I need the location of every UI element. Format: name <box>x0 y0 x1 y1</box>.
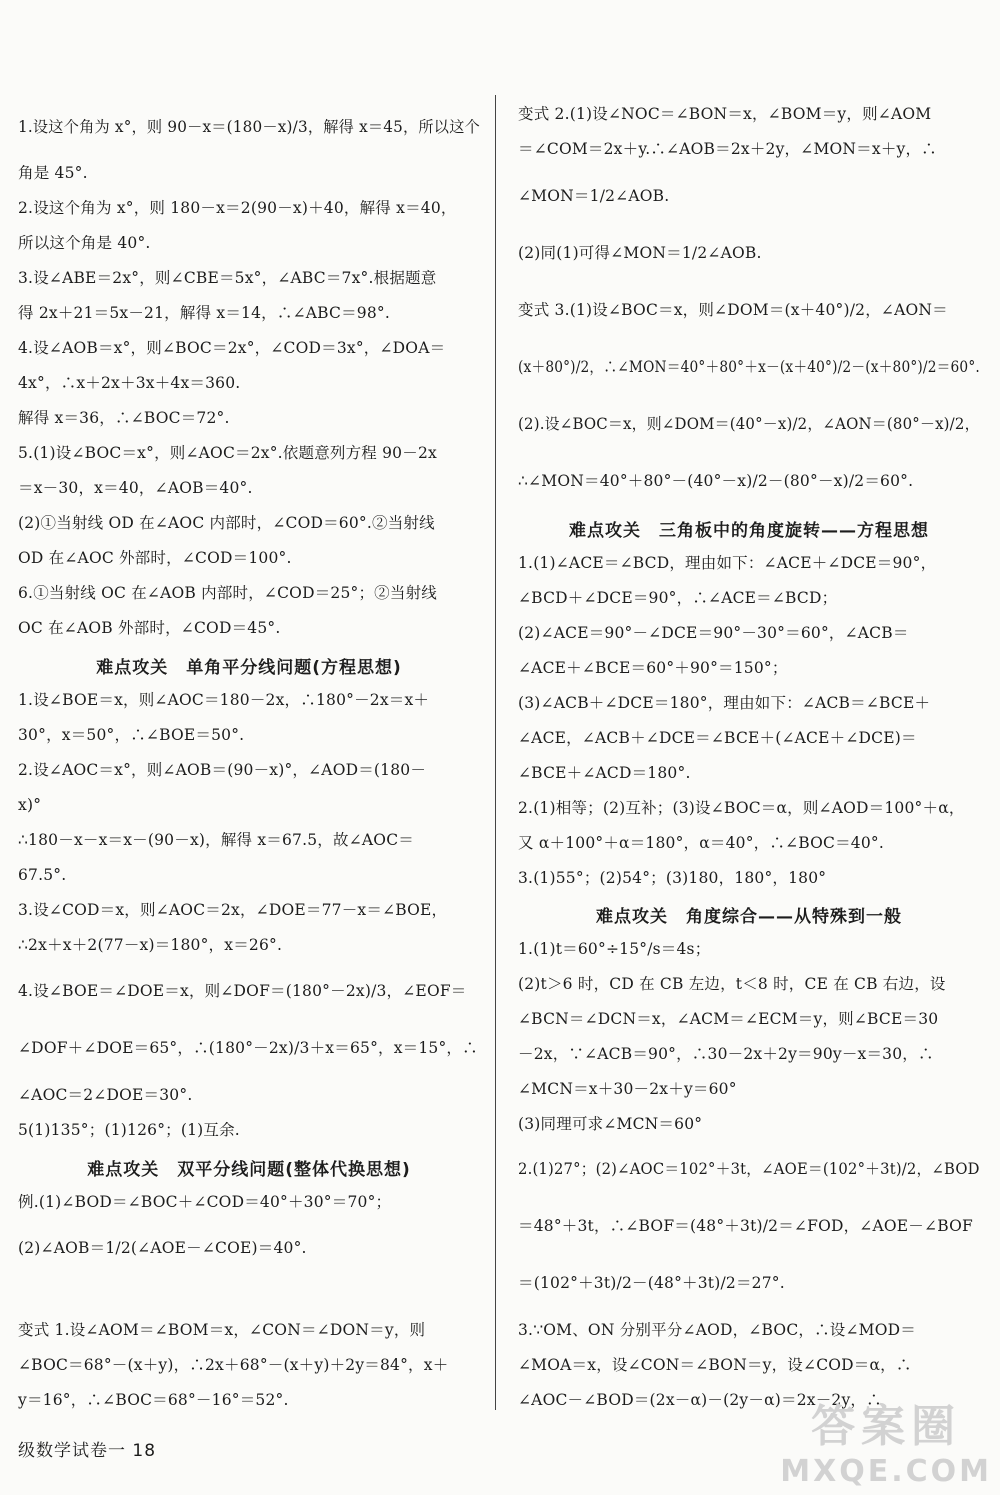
section-heading: 难点攻关 双平分线问题(整体代换思想) <box>87 1160 411 1180</box>
text-line: (2)①当射线 OD 在∠AOC 内部时，∠COD＝60°.②当射线 <box>18 514 435 532</box>
text-line: OC 在∠AOB 外部时，∠COD＝45°. <box>18 619 281 637</box>
text-line: 得 2x＋21＝5x－21，解得 x＝14，∴∠ABC＝98°. <box>18 304 390 322</box>
text-line: ∠DOF＋∠DOE＝65°，∴(180°－2x)/3＋x＝65°，x＝15°，∴ <box>18 1039 478 1057</box>
text-line: 所以这个角是 40°. <box>18 234 151 252</box>
text-line: (2).设∠BOC＝x，则∠DOM＝(40°－x)/2，∠AON＝(80°－x)/2， <box>518 415 980 433</box>
text-line: ∠BCD＋∠DCE＝90°，∴∠ACE＝∠BCD； <box>518 589 838 607</box>
text-line: 5(1)135°；(1)126°；(1)互余. <box>18 1121 240 1139</box>
text-line: 2.(1)27°；(2)∠AOC＝102°＋3t，∠AOE＝(102°＋3t)/2，∠BOD <box>518 1160 980 1178</box>
text-line: ∠BCE＋∠ACD＝180°. <box>518 764 691 782</box>
text-line: ∠ACE，∠ACB＋∠DCE＝∠BCE＋(∠ACE＋∠DCE)＝ <box>518 729 917 747</box>
text-line: OD 在∠AOC 外部时，∠COD＝100°. <box>18 549 292 567</box>
text-line: y＝16°，∴∠BOC＝68°－16°＝52°. <box>18 1391 289 1409</box>
text-line: ∴180－x－x＝x－(90－x)，解得 x＝67.5，故∠AOC＝ <box>18 831 414 849</box>
text-line: ∠BOC＝68°－(x＋y)，∴2x＋68°－(x＋y)＋2y＝84°，x＋ <box>18 1356 449 1374</box>
text-line: ＝48°＋3t，∴∠BOF＝(48°＋3t)/2＝∠FOD，∠AOE－∠BOF <box>518 1217 973 1235</box>
text-line: 2.设∠AOC＝x°，则∠AOB＝(90－x)°，∠AOD＝(180－ <box>18 761 427 779</box>
text-line: (x＋80°)/2，∴∠MON＝40°＋80°＋x－(x＋40°)/2－(x＋80°)/2＝60°. <box>518 358 980 376</box>
text-line: 67.5°. <box>18 866 67 884</box>
page-footer: 级数学试卷一 18 <box>18 1441 157 1461</box>
text-line: ∠AOC＝2∠DOE＝30°. <box>18 1086 193 1104</box>
text-line: 例.(1)∠BOD＝∠BOC＋∠COD＝40°＋30°＝70°； <box>18 1193 392 1211</box>
text-line: (2)∠AOB＝1/2(∠AOE－∠COE)＝40°. <box>18 1239 307 1257</box>
text-line: 4.设∠AOB＝x°，则∠BOC＝2x°，∠COD＝3x°，∠DOA＝ <box>18 339 446 357</box>
section-heading: 难点攻关 单角平分线问题(方程思想) <box>96 658 402 678</box>
section-heading: 难点攻关 角度综合——从特殊到一般 <box>596 907 902 927</box>
text-line: 1.(1)t＝60°÷15°/s＝4s； <box>518 940 711 958</box>
text-line: －2x，∵∠ACB＝90°，∴30－2x＋2y＝90y－x＝30，∴ <box>518 1045 934 1063</box>
text-line: (3)∠ACB＋∠DCE＝180°，理由如下：∠ACB＝∠BCE＋ <box>518 694 931 712</box>
text-line: ∴∠MON＝40°＋80°－(40°－x)/2－(80°－x)/2＝60°. <box>518 472 914 490</box>
text-line: ∠ACE＋∠BCE＝60°＋90°＝150°； <box>518 659 788 677</box>
text-line: ∴2x＋x＋2(77－x)＝180°，x＝26°. <box>18 936 283 954</box>
watermark-line1: 答案圈 <box>811 1401 962 1452</box>
text-line: 2.(1)相等；(2)互补；(3)设∠BOC＝α，则∠AOD＝100°＋α， <box>518 799 965 817</box>
section-heading: 难点攻关 三角板中的角度旋转——方程思想 <box>569 521 929 541</box>
text-line: 又 α＋100°＋α＝180°，α＝40°，∴∠BOC＝40°. <box>518 834 885 852</box>
text-line: 1.(1)∠ACE＝∠BCD，理由如下：∠ACE＋∠DCE＝90°， <box>518 554 937 572</box>
text-line: 角是 45°. <box>18 164 88 182</box>
text-line: (3)同理可求∠MCN＝60° <box>518 1115 703 1133</box>
text-line: (2)t＞6 时，CD 在 CB 左边，t＜8 时，CE 在 CB 右边，设 <box>518 975 946 993</box>
text-line: 3.设∠ABE＝2x°，则∠CBE＝5x°，∠ABC＝7x°.根据题意 <box>18 269 437 287</box>
text-line: 3.∵OM、ON 分别平分∠AOD，∠BOC，∴设∠MOD＝ <box>518 1321 916 1339</box>
text-line: 4.设∠BOE＝∠DOE＝x，则∠DOF＝(180°－2x)/3，∠EOF＝ <box>18 982 467 1000</box>
text-line: (2)同(1)可得∠MON＝1/2∠AOB. <box>518 244 762 262</box>
text-line: ∠MOA＝x，设∠CON＝∠BON＝y，设∠COD＝α，∴ <box>518 1356 912 1374</box>
text-line: 5.(1)设∠BOC＝x°，则∠AOC＝2x°.依题意列方程 90－2x <box>18 444 437 462</box>
text-line: 变式 1.设∠AOM＝∠BOM＝x，∠CON＝∠DON＝y，则 <box>18 1321 426 1339</box>
text-line: ＝∠COM＝2x＋y.∴∠AOB＝2x＋2y，∠MON＝x＋y，∴ <box>518 140 937 158</box>
text-line: 解得 x＝36，∴∠BOC＝72°. <box>18 409 230 427</box>
text-line: 30°，x＝50°，∴∠BOE＝50°. <box>18 726 245 744</box>
watermark-line2: MXQE.COM <box>780 1454 992 1489</box>
text-line: 3.设∠COD＝x，则∠AOC＝2x，∠DOE＝77－x＝∠BOE， <box>18 901 448 919</box>
text-line: 变式 2.(1)设∠NOC＝∠BON＝x，∠BOM＝y，则∠AOM <box>518 105 932 123</box>
watermark-logo <box>780 1390 992 1489</box>
text-line: 6.①当射线 OC 在∠AOB 内部时，∠COD＝25°；②当射线 <box>18 584 437 602</box>
text-line: ＝(102°＋3t)/2－(48°＋3t)/2＝27°. <box>518 1274 785 1292</box>
text-line: 4x°，∴x＋2x＋3x＋4x＝360. <box>18 374 241 392</box>
text-line: ∠BCN＝∠DCN＝x，∠ACM＝∠ECM＝y，则∠BCE＝30 <box>518 1010 939 1028</box>
text-line: 变式 3.(1)设∠BOC＝x，则∠DOM＝(x＋40°)/2，∠AON＝ <box>518 301 948 319</box>
text-line: 1.设这个角为 x°，则 90－x＝(180－x)/3，解得 x＝45，所以这个 <box>18 118 480 136</box>
text-line: ＝x－30，x＝40，∠AOB＝40°. <box>18 479 253 497</box>
text-line: ∠MON＝1/2∠AOB. <box>518 187 670 205</box>
text-line: 3.(1)55°；(2)54°；(3)180，180°，180° <box>518 869 827 887</box>
column-divider <box>495 95 496 1410</box>
text-line: 1.设∠BOE＝x，则∠AOC＝180－2x，∴180°－2x＝x＋ <box>18 691 430 709</box>
text-line: 2.设这个角为 x°，则 180－x＝2(90－x)＋40，解得 x＝40， <box>18 199 457 217</box>
text-line: (2)∠ACE＝90°－∠DCE＝90°－30°＝60°，∠ACB＝ <box>518 624 909 642</box>
text-line: ∠MCN＝x＋30－2x＋y＝60° <box>518 1080 737 1098</box>
text-line: x)° <box>18 796 42 814</box>
text-line: ∠AOC－∠BOD＝(2x－α)－(2y－α)＝2x－2y，∴ <box>518 1391 882 1409</box>
